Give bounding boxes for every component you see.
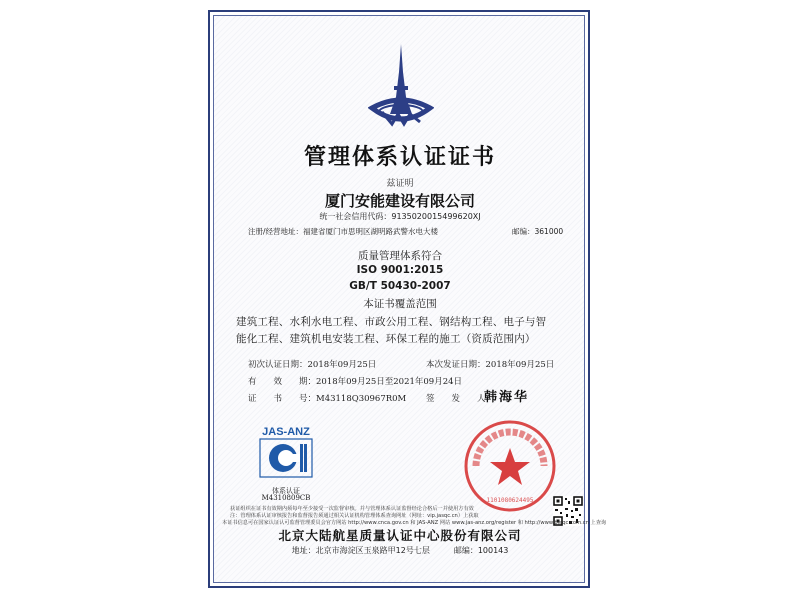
first-issue-date: 初次认证日期：2018年09月25日	[248, 360, 377, 370]
scope-lead: 本证书覆盖范围	[363, 298, 437, 310]
credit-code: 统一社会信用代码：9135020015499620XJ	[319, 212, 481, 221]
certificate-title: 管理体系认证证书	[303, 145, 496, 170]
issuer-name: 北京大陆航星质量认证中心股份有限公司	[278, 528, 522, 543]
scope-line: 建筑工程、水利水电工程、市政公用工程、钢结构工程、电子与智	[236, 316, 547, 328]
fine-print-line: 本证书信息可在国家认证认可监督管理委员会官方网站 http://www.cnca.gov.cn 和 JAS-ANZ 网站 www.jas-anz.org/register 和 http://www.bjaqc.com.cn 上查询	[222, 520, 607, 526]
jas-caption: 体系认证	[272, 487, 300, 495]
standard-lead: 质量管理体系符合	[358, 250, 442, 262]
company-name: 厦门安能建设有限公司	[324, 192, 475, 210]
issuer-address: 地址：北京市海淀区玉泉路甲12号七层 邮编：100143	[291, 546, 509, 555]
scope-line: 能化工程、建筑机电安装工程、环保工程的施工（资质范围内）	[236, 333, 536, 345]
jas-logo-text: JAS-ANZ	[262, 426, 310, 438]
registered-address: 注册/经营地址：福建省厦门市思明区湖明路武警水电大楼	[248, 227, 439, 236]
jas-code: M4310809CB	[261, 494, 311, 502]
red-seal-icon	[462, 418, 558, 514]
seal-number: 1101080624495	[486, 497, 534, 504]
issue-date: 本次发证日期：2018年09月25日	[426, 360, 555, 370]
fine-print-line: 注：管理体系认证审核报告和监督报告须通过相关认证机构管理体系查询网址（网址：vip.jasqc.cn）上获取	[230, 513, 479, 519]
certificate-number: 证 书 号：M43118Q30967R0M	[248, 394, 407, 404]
tower-logo-icon	[368, 42, 434, 132]
signer-label: 签 发 人：	[426, 394, 495, 404]
signer-signature: 韩海华	[484, 390, 530, 405]
attest-label: 兹证明	[386, 179, 414, 189]
fine-print-line: 获证组织在证书有效期内须每年至少接受一次监督审核。并与管理体系认证监督经论合格后一并使用方有效	[230, 506, 474, 512]
standard-gbt: GB/T 50430-2007	[349, 280, 451, 292]
validity-period: 有 效 期：2018年09月25日至2021年09月24日	[248, 377, 463, 387]
standard-iso: ISO 9001:2015	[356, 264, 444, 276]
postal-code: 邮编：361000	[512, 227, 564, 236]
jas-anz-logo-icon	[254, 424, 318, 494]
